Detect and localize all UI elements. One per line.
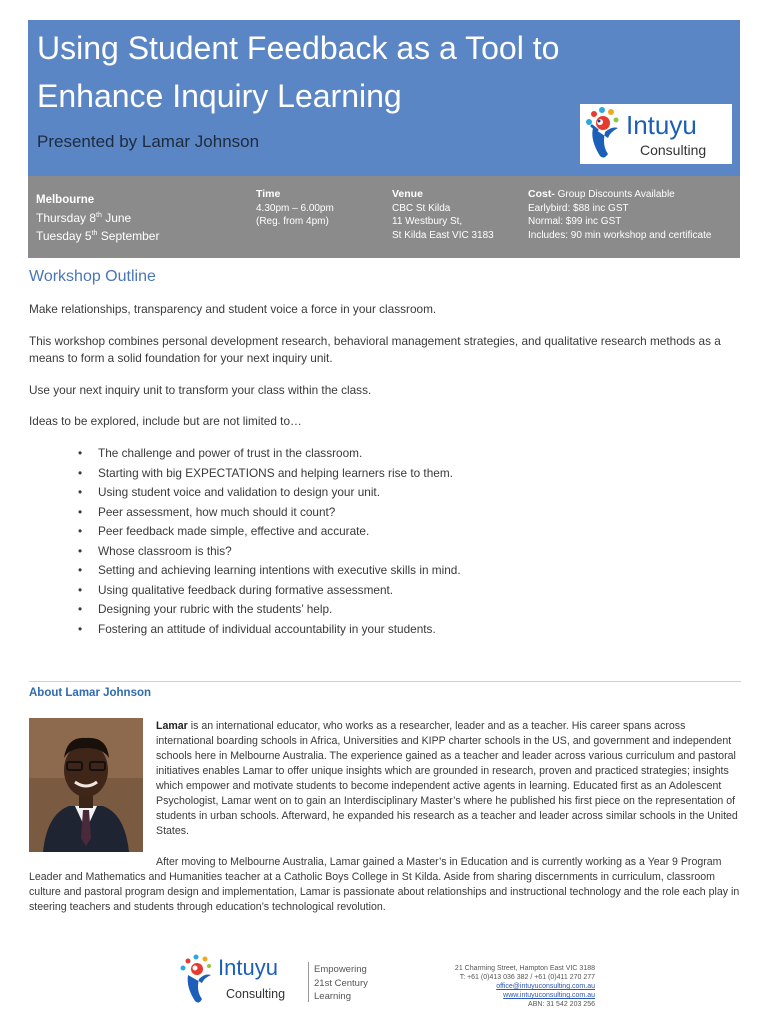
list-item: • Peer assessment, how much should it count?: [78, 503, 461, 523]
footer-logo-subtitle: Consulting: [226, 987, 286, 1001]
list-item: • Fostering an attitude of individual accountability in your students.: [78, 620, 461, 640]
cost-includes: Includes: 90 min workshop and certificate: [528, 229, 712, 241]
footer-contact: [380, 964, 595, 1009]
outline-paragraph-3: Use your next inquiry unit to transform your class within the class.: [29, 383, 372, 397]
earlybird-price: Earlybird: $88 inc GST: [528, 202, 629, 214]
time-range: 4.30pm – 6.00pm: [256, 202, 334, 214]
date-2: Tuesday 5th September: [36, 229, 160, 243]
list-item: • Peer feedback made simple, effective and accurate.: [78, 522, 461, 542]
list-item: • Setting and achieving learning intentions with executive skills in mind.: [78, 561, 461, 581]
tagline-line: Empowering: [314, 964, 367, 975]
outline-paragraph-1: Make relationships, transparency and student voice a force in your classroom.: [29, 302, 437, 316]
footer-abn: ABN: 31 542 203 256: [528, 1001, 595, 1008]
section-divider: [29, 681, 741, 682]
outline-paragraph-2: This workshop combines personal development research, behavioral management strategies, and qualitative research methods as a means to form a solid foundation for your next inquiry unit.: [29, 334, 721, 365]
footer-tagline: [314, 963, 368, 1004]
venue-name: CBC St Kilda: [392, 202, 451, 214]
venue-column: [392, 188, 494, 242]
footer-logo: [178, 953, 302, 1009]
list-item: • Using qualitative feedback during formative assessment.: [78, 581, 461, 601]
venue-suburb: St Kilda East VIC 3183: [392, 229, 494, 241]
cost-column: [528, 188, 711, 242]
time-column: [256, 188, 334, 229]
portrait-image-icon: [29, 718, 143, 852]
footer-divider: [308, 962, 309, 1002]
presenter-photo: [29, 718, 143, 852]
date-1: Thursday 8th June: [36, 211, 132, 225]
event-details-bar: [28, 176, 740, 258]
intuyu-logo: [580, 104, 732, 164]
about-heading: About Lamar Johnson: [29, 687, 152, 699]
logo-wordmark: Intuyu: [626, 110, 697, 140]
presenter-line: Presented by Lamar Johnson: [37, 132, 260, 151]
footer-logo-mark-icon: [178, 953, 222, 1009]
bio-paragraph-1: Lamar is an international educator, who works as a researcher, leader and as a teacher. His career spans across international boarding schools in Africa, Universities and KIPP charter schools in the US, and government and independent schools here in Melbourne Australia. The experience gained as a teacher and leader across various curriculum and pastoral initiatives enables Lamar to offer unique insights which are grounded in research, proven and practiced strategies; insights which empower and motivate students to become independent active agents in learning. Educated first as an Adolescent Psychologist, Lamar went on to gain an Interdisciplinary Master’s where he published his first piece on the representation of students in urban schools. Afterward, he expanded his research as a teacher and leader across similar schools in the United States.: [156, 720, 738, 837]
footer-logo-wordmark: Intuyu: [218, 955, 278, 980]
ideas-list: [78, 444, 461, 639]
bio-paragraph-2: After moving to Melbourne Australia, Lamar gained a Master’s in Education and is currently working as a Year 9 Program Leader and Mathematics and Humanities teacher at a Catholic Boys College in St Kilda. Aside from sharing discernments in curriculum, classroom culture and pastoral program design and implementation, Lamar is passionate about relationships and instructional technology and the role each play in steering teachers and students through education’s technological revolution.: [29, 856, 740, 913]
list-item: • Using student voice and validation to design your unit.: [78, 483, 461, 503]
venue-heading: Venue: [392, 188, 423, 200]
logo-subtitle: Consulting: [640, 142, 707, 158]
footer-email-link[interactable]: office@intuyuconsulting.com.au: [496, 983, 595, 990]
footer-phone: T: +61 (0)413 036 382 / +61 (0)411 270 277: [459, 974, 595, 981]
time-heading: Time: [256, 188, 281, 200]
footer-address: 21 Charming Street, Hampton East VIC 3188: [454, 965, 595, 972]
cost-heading: Cost- Group Discounts Available: [528, 188, 675, 200]
outline-paragraph-4: Ideas to be explored, include but are not limited to…: [29, 414, 302, 428]
tagline-line: 21st Century: [314, 977, 368, 989]
city: Melbourne: [36, 194, 95, 206]
footer-website-link[interactable]: www.intuyuconsulting.com.au: [503, 992, 595, 999]
list-item: • Starting with big EXPECTATIONS and helping learners rise to them.: [78, 464, 461, 484]
registration-time: (Reg. from 4pm): [256, 216, 329, 227]
list-item: • The challenge and power of trust in the classroom.: [78, 444, 461, 464]
workshop-outline-heading: Workshop Outline: [29, 268, 156, 285]
page-title: Using Student Feedback as a Tool to Enhance Inquiry Learning: [37, 30, 560, 114]
normal-price: Normal: $99 inc GST: [528, 216, 622, 227]
list-item: • Designing your rubric with the students’ help.: [78, 600, 461, 620]
venue-street: 11 Westbury St,: [392, 216, 463, 227]
tagline-line: Learning: [314, 991, 351, 1002]
location-column: [36, 192, 159, 244]
list-item: • Whose classroom is this?: [78, 542, 461, 562]
